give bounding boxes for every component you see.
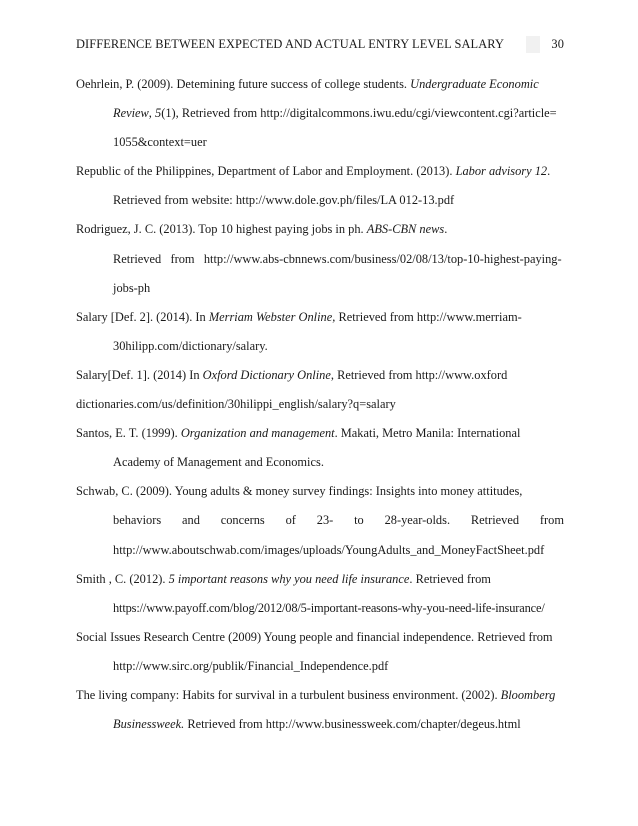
ref-text: Retrieved from http://www.businessweek.com/chapter/degeus.html bbox=[184, 717, 521, 732]
ref-word: from bbox=[539, 513, 564, 528]
ref-title: Labor advisory 12 bbox=[455, 164, 548, 179]
reference-list bbox=[76, 76, 564, 745]
ref-source: ABS-CBN news bbox=[366, 222, 445, 237]
page-number: 30 bbox=[551, 37, 564, 51]
ref-word: 28-year-olds. bbox=[384, 513, 451, 528]
ref-journal-title: Undergraduate Economic bbox=[410, 77, 539, 91]
ref-text: . Retrieved from bbox=[409, 571, 491, 586]
reference-philippines-line-2: Retrieved from website: http://www.dole.gov.ph/files/LA 012-13.pdf bbox=[113, 193, 455, 208]
ref-source: Merriam Webster Online, bbox=[208, 309, 336, 324]
reference-schwab-line-1: Schwab, C. (2009). Young adults & money survey findings: Insights into money attitudes, bbox=[76, 484, 523, 499]
ref-word: behaviors bbox=[113, 513, 162, 528]
reference-sirc-line-1: Social Issues Research Centre (2009) Young people and financial independence. Retrieved from bbox=[76, 629, 553, 644]
reference-sirc-line-2: http://www.sirc.org/publik/Financial_Independence.pdf bbox=[113, 658, 389, 673]
reference-oehrlein-line-1 bbox=[76, 76, 564, 105]
reference-santos-line-1 bbox=[76, 425, 564, 454]
ref-text: (1), Retrieved from http://digitalcommons.iwu.edu/cgi/viewcontent.cgi?article= bbox=[161, 106, 557, 121]
reference-salary-oxford-line-1 bbox=[76, 367, 564, 396]
reference-schwab-line-3: http://www.aboutschwab.com/images/uploads/YoungAdults_and_MoneyFactSheet.pdf bbox=[113, 542, 545, 557]
reference-rodriguez-line-1 bbox=[76, 221, 564, 250]
reference-smith-line-2: https://www.payoff.com/blog/2012/08/5-important-reasons-why-you-need-life-insurance/ bbox=[113, 600, 545, 615]
reference-rodriguez-line-2: Retrieved from http://www.abs-cbnnews.com/business/02/08/13/top-10-highest-paying- bbox=[113, 251, 562, 266]
reference-santos-line-2: Academy of Management and Economics. bbox=[113, 455, 324, 470]
ref-text: , bbox=[148, 106, 155, 121]
ref-text: . bbox=[547, 164, 551, 179]
ref-text: Republic of the Philippines, Department of Labor and Employment. (2013). bbox=[76, 164, 456, 179]
reference-oehrlein-line-3: 1055&context=uer bbox=[113, 135, 207, 150]
ref-source: Bloomberg bbox=[500, 687, 556, 702]
ref-title: Organization and management bbox=[180, 426, 335, 441]
reference-rodriguez-line-3: jobs-ph bbox=[113, 280, 151, 295]
ref-word: of bbox=[285, 513, 296, 528]
reference-schwab-line-2 bbox=[76, 512, 564, 541]
ref-journal-title: Review bbox=[113, 106, 149, 121]
reference-living-line-2 bbox=[76, 716, 564, 745]
page-number-shade bbox=[526, 36, 540, 53]
ref-text: , Retrieved from http://www.oxford bbox=[330, 367, 508, 382]
ref-word: Retrieved bbox=[470, 513, 520, 528]
ref-text: Salary [Def. 2]. (2014). In bbox=[76, 309, 209, 324]
ref-source: Businessweek. bbox=[113, 717, 185, 732]
reference-living-line-1 bbox=[76, 687, 564, 716]
ref-word: concerns bbox=[220, 513, 265, 528]
ref-word: to bbox=[354, 513, 364, 528]
running-head-title: DIFFERENCE BETWEEN EXPECTED AND ACTUAL ENTRY LEVEL SALARY bbox=[76, 37, 504, 51]
ref-text: Rodriguez, J. C. (2013). Top 10 highest paying jobs in ph. bbox=[76, 222, 367, 237]
ref-word: 23- bbox=[316, 513, 334, 528]
reference-salary-oxford-line-2: dictionaries.com/us/definition/30hilippi_english/salary?q=salary bbox=[76, 397, 396, 412]
reference-smith-line-1 bbox=[76, 571, 564, 600]
ref-text: Retrieved from http://www.merriam- bbox=[335, 309, 522, 324]
running-head bbox=[76, 37, 564, 52]
ref-source: Oxford Dictionary Online bbox=[202, 367, 331, 382]
ref-text: Salary[Def. 1]. (2014) In bbox=[76, 367, 203, 382]
ref-text: . bbox=[444, 222, 448, 237]
ref-volume: 5 bbox=[154, 106, 162, 121]
ref-text: Oehrlein, P. (2009). Detemining future success of college students. bbox=[76, 77, 411, 91]
ref-text: . Makati, Metro Manila: International bbox=[334, 426, 521, 441]
ref-word: and bbox=[182, 513, 200, 528]
ref-text: Santos, E. T. (1999). bbox=[76, 426, 181, 441]
reference-oehrlein-line-2 bbox=[76, 105, 564, 134]
reference-philippines-line-1 bbox=[76, 163, 564, 192]
ref-title: 5 important reasons why you need life insurance bbox=[168, 571, 410, 586]
ref-text: The living company: Habits for survival in a turbulent business environment. (2002). bbox=[76, 687, 501, 702]
reference-salary-merriam-line-1 bbox=[76, 309, 564, 338]
reference-salary-merriam-line-2: 30hilipp.com/dictionary/salary. bbox=[113, 338, 268, 353]
ref-text: Smith , C. (2012). bbox=[76, 571, 169, 586]
